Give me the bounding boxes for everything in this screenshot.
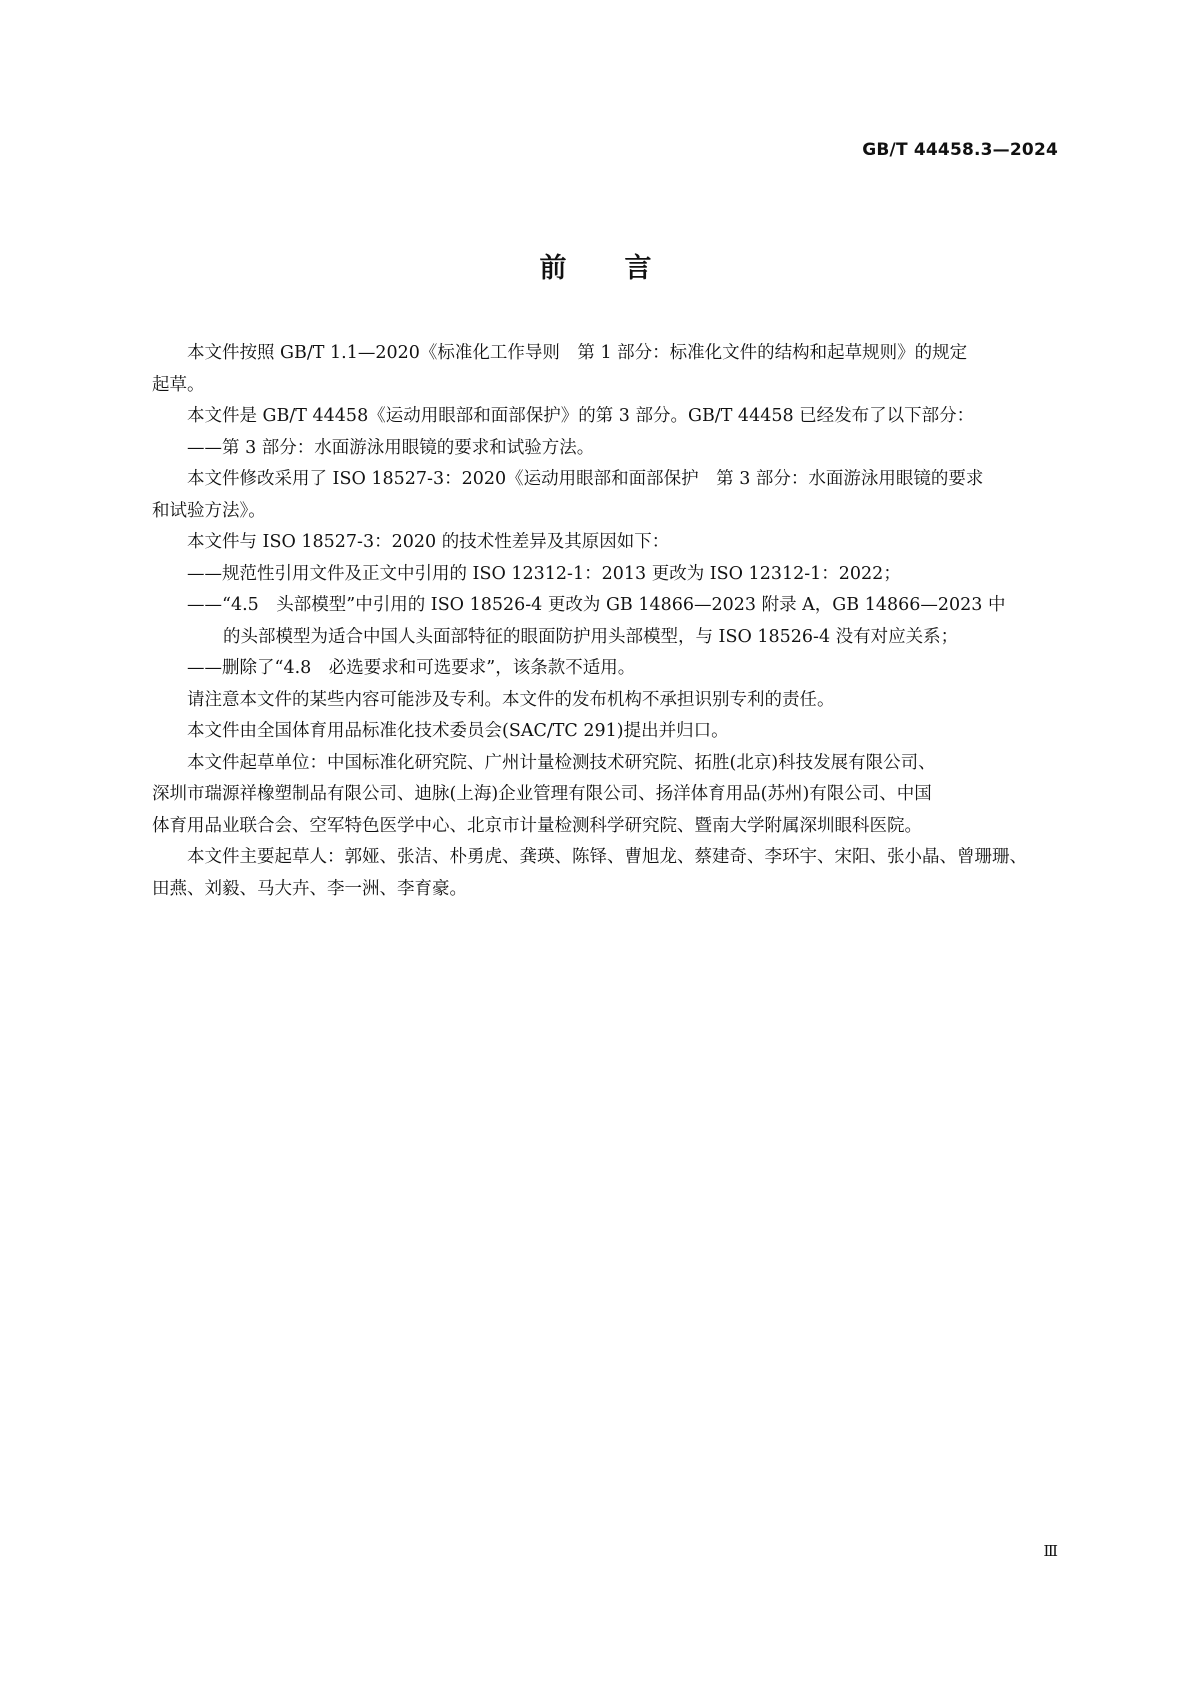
paragraph-line: 起草。 <box>152 374 205 395</box>
paragraph-line: 本文件起草单位：中国标准化研究院、广州计量检测技术研究院、拓胜(北京)科技发展有限公司、 <box>187 752 936 773</box>
page-title: 前言 <box>539 253 710 284</box>
paragraph-line: 本文件由全国体育用品标准化技术委员会(SAC/TC 291)提出并归口。 <box>187 721 729 741</box>
preface-body <box>152 338 1058 905</box>
standard-code: GB/T 44458.3—2024 <box>862 140 1058 160</box>
page-number: Ⅲ <box>1043 1542 1058 1560</box>
list-item: ——“4.5 头部模型”中引用的 ISO 18526-4 更改为 GB 14866—2023 附录 A，GB 14866—2023 中 <box>187 595 1006 615</box>
paragraph-line: 本文件按照 GB/T 1.1—2020《标准化工作导则 第 1 部分：标准化文件的结构和起草规则》的规定 <box>187 343 968 363</box>
paragraph-line: 本文件主要起草人：郭娅、张洁、朴勇虎、龚瑛、陈铎、曹旭龙、蔡建奇、李环宇、宋阳、张小晶、曾珊珊、 <box>187 847 1027 867</box>
paragraph-line: 请注意本文件的某些内容可能涉及专利。本文件的发布机构不承担识别专利的责任。 <box>187 689 835 710</box>
paragraph-line: 和试验方法》。 <box>152 500 266 521</box>
paragraph-line: 体育用品业联合会、空军特色医学中心、北京市计量检测科学研究院、暨南大学附属深圳眼科医院。 <box>152 815 922 836</box>
paragraph-line: 田燕、刘毅、马大卉、李一洲、李育豪。 <box>152 878 467 899</box>
paragraph-line: 深圳市瑞源祥橡塑制品有限公司、迪脉(上海)企业管理有限公司、扬洋体育用品(苏州)有限公司、中国 <box>152 784 932 804</box>
list-item-continuation: 的头部模型为适合中国人头面部特征的眼面防护用头部模型，与 ISO 18526-4 没有对应关系； <box>223 626 959 647</box>
paragraph-line: 本文件与 ISO 18527-3：2020 的技术性差异及其原因如下： <box>187 532 670 552</box>
list-item: ——规范性引用文件及正文中引用的 ISO 12312-1：2013 更改为 ISO 12312-1：2022； <box>187 563 901 584</box>
list-item: ——第 3 部分：水面游泳用眼镜的要求和试验方法。 <box>187 437 595 458</box>
list-item: ——删除了“4.8 必选要求和可选要求”，该条款不适用。 <box>187 658 636 678</box>
paragraph-line: 本文件是 GB/T 44458《运动用眼部和面部保护》的第 3 部分。GB/T 44458 已经发布了以下部分： <box>187 406 975 426</box>
paragraph-line: 本文件修改采用了 ISO 18527-3：2020《运动用眼部和面部保护 第 3 部分：水面游泳用眼镜的要求 <box>187 469 984 489</box>
